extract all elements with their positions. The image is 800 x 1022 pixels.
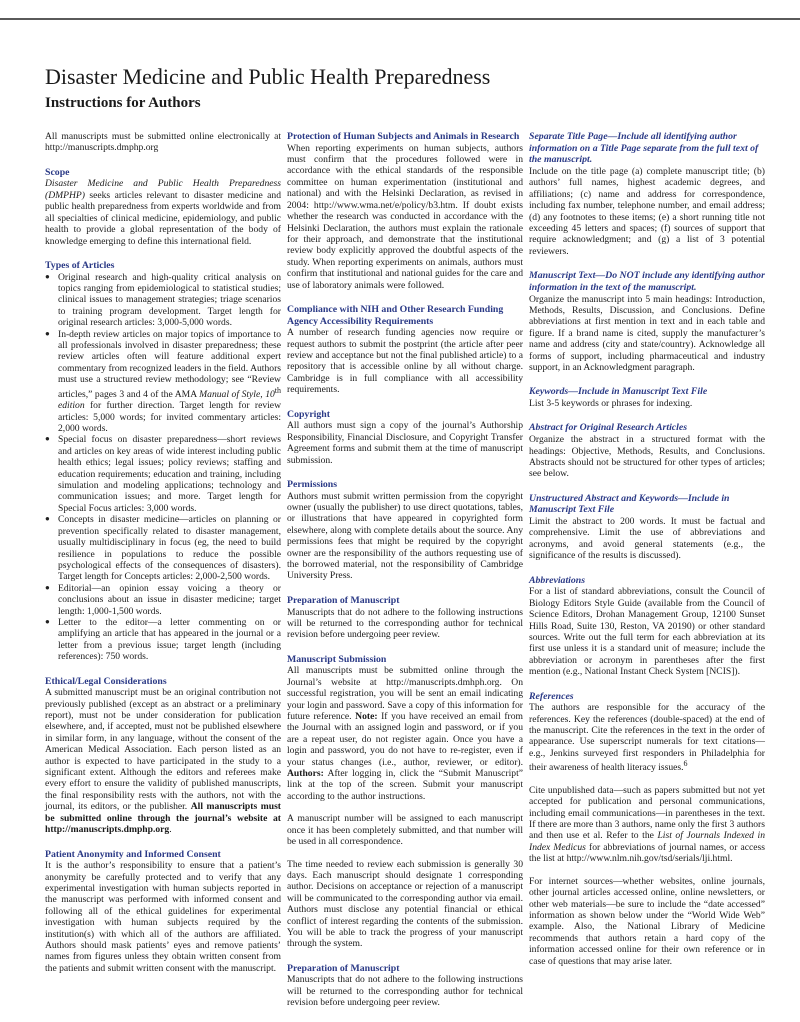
submission-text-c: After logging in, click the “Submit Manuscript” link at the top of the screen. Submit your manuscript according to the author instructions. <box>287 768 523 802</box>
permissions-heading: Permissions <box>287 478 338 490</box>
intro-block <box>45 131 281 154</box>
submission-review-time-text: The time needed to review each submission is generally 30 days. Each manuscript should designate 1 corresponding author. Decisions on acceptance or rejection of a manuscript will be communicated to the corresponding author via email. Authors must disclose any potential financial or ethical conflict of interest regarding the contents of the submission. You will be able to track the progress of your manuscript through the system. <box>287 858 523 950</box>
references-unpublished-b: for abbreviations of journal names, or access the list at http://www.nlm.nih.gov/tsd/serials/lji.html. <box>529 841 765 865</box>
ama-edition-number: 10 <box>265 388 275 400</box>
keywords-section <box>529 386 765 409</box>
abstract-original-heading: Abstract for Original Research Articles <box>529 422 688 434</box>
submission-note-label: Note: <box>355 711 378 723</box>
references-heading: References <box>529 690 574 702</box>
scope-section <box>45 167 281 247</box>
references-superscript: 6 <box>683 759 688 769</box>
preparation-text-1: Manuscripts that do not adhere to the following instructions will be returned to the corresponding author for technical revision before undergoing peer review. <box>287 606 523 641</box>
page-subtitle: Instructions for Authors <box>45 95 201 111</box>
nih-heading: Compliance with NIH and Other Research Funding Agency Accessibility Requirements <box>287 303 504 327</box>
preparation-heading-1: Preparation of Manuscript <box>287 594 400 606</box>
types-item-review-text-a: In-depth review articles on major topics of importance to all professionals involved in disaster preparedness; these review articles often will feature additional expert commentary from recognized leaders in the field. Authors must use a structured review methodology; see “Review articles,” pages 3 and 4 of the AMA <box>58 328 281 400</box>
top-rule <box>0 18 800 20</box>
ethical-text <box>45 687 281 835</box>
references-internet-text: For internet sources—whether websites, online journals, other journal articles accessed online, online newsletters, or other web materials—be sure to include the “date accessed” information as shown below under the “World Wide Web” example. Also, the National Library of Medicine recommends that authors retain a hard copy of the information accessed online for their own reference or in case of questions that may arise later. <box>529 875 765 967</box>
abstract-original-section <box>529 422 765 479</box>
preparation-section-2 <box>287 963 523 1009</box>
scope-heading: Scope <box>45 166 70 178</box>
types-item-concepts: ● Concepts in disaster medicine—articles on planning or prevention specifically related to disaster management, usually multidisciplinary in focus (eg, the need to build resilience in populations to reduce the possible psychological effects of the consequences of disasters). Target length for Concepts articles: 2,000-2,500 words. <box>45 514 281 582</box>
submission-text-a: All manuscripts must be submitted online through the Journal’s website at http://manuscripts.dmhph.org. On successful registration, you will be sent an email indicating your login and password. Save a copy of this information for future reference. <box>287 665 523 723</box>
types-item-editorial: ● Editorial—an opinion essay voicing a theory or conclusions about an issue in disaster medicine; target length: 1,000-1,500 words. <box>45 583 281 617</box>
ama-edition-suffix: th <box>274 385 282 395</box>
abstract-unstructured-text: Limit the abstract to 200 words. It must be factual and comprehensive. Limit the use of abbreviations and acronyms, and avoid general statements (e.g., the significance of the results is discussed). <box>529 516 765 562</box>
manuscript-text-body: Organize the manuscript into 5 main headings: Introduction, Methods, Results, Discussion, and Conclusions. Define abbreviations at first mention in text and in each table and figure. If a brand name is cited, supply the manufacturer’s name and address (city and state/country). Acknowledge all forms of support, including pharmaceutical and industry support, in an Acknowledgment paragraph. <box>529 293 765 373</box>
scope-journal-name: Disaster Medicine and Public Health Preparedness (DMPHP) <box>45 178 281 201</box>
anonymity-heading: Patient Anonymity and Informed Consent <box>45 848 221 860</box>
types-item-review-text-b: for further direction. Target length for review articles: 5,000 words; for invited commentary articles: 2,000 words. <box>58 400 281 435</box>
title-page-text: Include on the title page (a) complete manuscript title; (b) authors’ full names, highest academic degrees, and affiliations; (c) name and address for correspondence, including fax number, telephone number, and email address; (d) any footnotes to these items; (e) a short running title not exceeding 45 letters and spaces; (f) sources of support that require acknowledgment; and (g) a list of 3 potential reviewers. <box>529 165 765 257</box>
types-section <box>45 260 281 663</box>
types-list <box>45 272 281 663</box>
abstract-original-text: Organize the abstract in a structured format with the headings: Objective, Methods, Results, and Conclusions. Abstracts should not be structured for other types of articles; see below. <box>529 434 765 480</box>
references-section <box>529 691 765 967</box>
scope-body: seeks articles relevant to disaster medicine and public health preparedness from experts worldwide and from all specialties of clinical medicine, epidemiology, and public health to provide a global representation of the body of knowledge emerging to define this international field. <box>45 189 281 247</box>
submission-text <box>287 665 523 802</box>
abstract-unstructured-section <box>529 493 765 562</box>
ama-edition-label: edition <box>58 400 85 412</box>
preparation-section-1 <box>287 595 523 641</box>
keywords-text: List 3-5 keywords or phrases for indexing. <box>529 398 693 410</box>
preparation-heading-2: Preparation of Manuscript <box>287 962 400 974</box>
submission-heading: Manuscript Submission <box>287 653 387 665</box>
abbreviations-heading: Abbreviations <box>529 574 586 586</box>
protection-text: When reporting experiments on human subjects, authors must confirm that the procedures followed were in accordance with the ethical standards of the responsible committee on human experimentation (institutional and national) and with the Helsinki Declaration, as revised in 2004: http://www.wma.net/e/policy/b3.htm. If doubt exists whether the research was conducted in accordance with the Helsinki Declaration, the authors must explain the rationale for their approach, and demonstrate that the institutional review body explicitly approved the doubtful aspects of the study. When reporting experiments on animals, authors must confirm that institutional and national guides for the care and use of laboratory animals were followed. <box>287 142 523 291</box>
title-page-section <box>529 131 765 257</box>
abbreviations-section <box>529 575 765 678</box>
types-heading: Types of Articles <box>45 259 115 271</box>
references-index-medicus: List of Journals Indexed in Index Medicus <box>529 830 765 853</box>
types-item-review <box>45 329 281 435</box>
manuscript-text-section <box>529 270 765 373</box>
permissions-section <box>287 479 523 582</box>
types-item-letter: ● Letter to the editor—a letter commenting on or amplifying an article that has appeared in the journal or a letter from a previous issue; target length (including references): 750 words. <box>45 617 281 663</box>
anonymity-text: It is the author’s responsibility to ensure that a patient’s anonymity be carefully protected and to verify that any experimental investigation with human subjects reported in the manuscript was performed with informed consent and following all of the ethical guidelines for experimental investigation with human subjects required by the institution(s) with which all of the authors are affiliated. Authors should mask patients’ eyes and remove patients’ names from figures unless they obtain written consent from the patients and submit written consent with the manuscript. <box>45 860 281 974</box>
submission-number-text: A manuscript number will be assigned to each manuscript once it has been completely submitted, and that number will be used in all correspondence. <box>287 813 523 848</box>
ethical-heading: Ethical/Legal Considerations <box>45 675 167 687</box>
column-2 <box>287 131 523 1022</box>
ethical-body: A submitted manuscript must be an original contribution not previously published (except as an abstract or a preliminary report), must not be under consideration for publication elsewhere, and, if accepted, must not be published elsewhere in similar form, in any language, without the consent of the American Medical Association. Each person listed as an author is expected to have participated in the study to a significant extent. Although the editors and referees make every effort to ensure the validity of published manuscripts, the final responsibility rests with the authors, not with the journal, its editors, or the publisher. <box>45 687 281 813</box>
protection-heading: Protection of Human Subjects and Animals in Research <box>287 131 520 142</box>
column-1 <box>45 131 281 987</box>
ethical-section <box>45 676 281 836</box>
types-item-original-research: ● Original research and high-quality critical analysis on topics ranging from epidemiological to statistical studies; clinical issues to management strategies; triage scenarios to training program development. Target length for original research articles: 3,000-5,000 words. <box>45 272 281 329</box>
nih-text: A number of research funding agencies now require or request authors to submit the postprint (the article after peer review and acceptance but not the final published article) to a repository that is accessible online by all without charge. Cambridge is in full compliance with all accessibility requirements. <box>287 327 524 396</box>
references-text <box>529 702 765 774</box>
title-page-heading: Separate Title Page—Include all identifying author information on a Title Page separate from the full text of the manuscript. <box>529 131 759 166</box>
submission-text-b: If you have received an email from the Journal with an assigned login and password, or if you are a repeat user, do not register again. Once you have a login and password, you do not have to re-register, even if your status changes (i.e., author, reviewer, or editor). <box>287 711 523 768</box>
column-3 <box>529 131 765 980</box>
ama-manual-title: Manual of Style <box>199 388 261 400</box>
copyright-section <box>287 409 523 466</box>
copyright-text: All authors must sign a copy of the journal’s Authorship Responsibility, Financial Disclosure, and Copyright Transfer Agreement forms and submit them at the time of manuscript submission. <box>287 420 523 466</box>
abstract-unstructured-heading: Unstructured Abstract and Keywords—Include in Manuscript Text File <box>529 492 730 516</box>
journal-title: Disaster Medicine and Public Health Preparedness <box>45 64 491 89</box>
protection-section <box>287 131 523 291</box>
preparation-text-2: Manuscripts that do not adhere to the following instructions will be returned to the corresponding author for technical revision before undergoing peer review. <box>287 974 523 1009</box>
references-unpublished-a: Cite unpublished data—such as papers submitted but not yet accepted for publication and personal communications, including email communications—in parentheses in the text. If there are more than 3 authors, name only the first 3 authors and then use et al. Refer to the <box>529 784 765 842</box>
types-item-review-comma: , <box>260 388 266 400</box>
submission-section <box>287 654 523 950</box>
keywords-heading: Keywords—Include in Manuscript Text File <box>529 386 708 398</box>
types-item-special-focus: ● Special focus on disaster preparedness—short reviews and articles on key areas of wide interest including public health ethics; legal issues; policy reviews; staffing and education requirements; education and training, including simulation and modeling applications; technology and communication issues; and more. Target length for Special Focus articles: 3,000 words. <box>45 434 281 514</box>
references-unpublished-text <box>529 785 765 865</box>
copyright-heading: Copyright <box>287 408 331 420</box>
ethical-bold-notice: All manuscripts must be submitted online through the journal’s website at http://manuscripts.dmphp.org <box>45 801 282 836</box>
references-body: The authors are responsible for the accuracy of the references. Key the references (double-spaced) at the end of the manuscript. Cite the references in the text in the order of appearance. Use superscript numerals for text citations—e.g., Jenkins surveyed first responders in Philadelphia for their awareness of health literacy issues. <box>529 702 765 774</box>
permissions-text: Authors must submit written permission from the copyright owner (usually the publisher) to use direct quotations, tables, or illustrations that have appeared in copyrighted form elsewhere, along with complete details about the source. Any permissions fees that might be required by the copyright owner are the responsibility of the authors requesting use of the borrowed material, not the responsibility of Cambridge University Press. <box>287 490 523 582</box>
manuscript-text-heading: Manuscript Text—Do NOT include any identifying author information in the text of the manuscript. <box>529 270 765 293</box>
intro-text: All manuscripts must be submitted online electronically at http://manuscripts.dmphp.org <box>45 131 281 154</box>
scope-text <box>45 178 281 246</box>
submission-authors-label: Authors: <box>287 768 324 780</box>
nih-section <box>287 304 523 396</box>
anonymity-section <box>45 849 281 975</box>
abbreviations-text: For a list of standard abbreviations, consult the Council of Biology Editors Style Guide (available from the Council of Science Editors, Drohan Management Group, 12100 Sunset Hills Road, Suite 130, Reston, VA 20190) or other standard sources. Write out the full term for each abbreviation at its first use unless it is a standard unit of measure; include the abbreviation or acronym in parentheses after the first mention (e.g., National Instant Check System [NCIS]). <box>529 586 765 678</box>
ethical-end: . <box>169 824 172 836</box>
